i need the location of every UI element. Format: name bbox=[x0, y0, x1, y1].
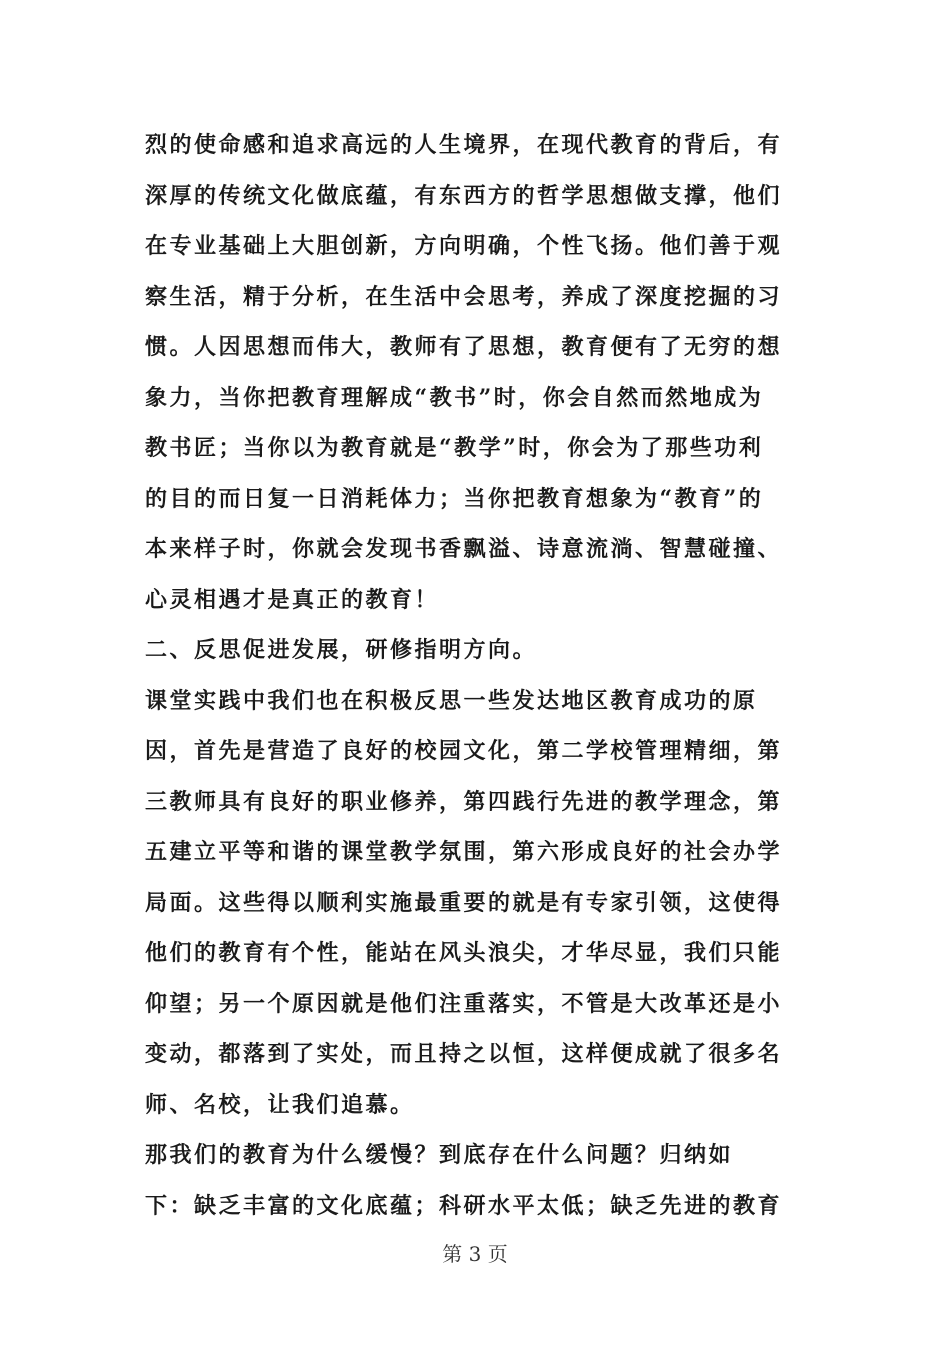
text-line: 心灵相遇才是真正的教育！ bbox=[145, 586, 440, 613]
text-line: 下：缺乏丰富的文化底蕴；科研水平太低；缺乏先进的教育 bbox=[145, 1192, 783, 1219]
text-line: 教书匠；当你以为教育就是“教学”时，你会为了那些功利 bbox=[145, 435, 764, 461]
text-line: 惯。人因思想而伟大，教师有了思想，教育便有了无穷的想 bbox=[145, 334, 783, 360]
text-line: 的目的而日复一日消耗体力；当你把教育想象为“教育”的 bbox=[145, 485, 764, 512]
text-line: 本来样子时，你就会发现书香飘溢、诗意流淌、智慧碰撞、 bbox=[145, 536, 783, 562]
text-line: 局面。这些得以顺利实施最重要的就是有专家引领，这使得 bbox=[145, 889, 783, 916]
page-number: 第 3 页 bbox=[442, 1242, 508, 1266]
body-text bbox=[145, 120, 810, 1231]
text-line: 烈的使命感和追求高远的人生境界，在现代教育的背后，有 bbox=[145, 132, 783, 158]
text-line: 师、名校，让我们追慕。 bbox=[145, 1091, 415, 1118]
text-line: 在专业基础上大胆创新，方向明确，个性飞扬。他们善于观 bbox=[145, 233, 783, 259]
text-line: 那我们的教育为什么缓慢？到底存在什么问题？归纳如 bbox=[145, 1142, 734, 1168]
text-line: 察生活，精于分析，在生活中会思考，养成了深度挖掘的习 bbox=[145, 283, 783, 310]
text-line: 三教师具有良好的职业修养，第四践行先进的教学理念，第 bbox=[145, 788, 783, 815]
text-line: 变动，都落到了实处，而且持之以恒，这样便成就了很多名 bbox=[145, 1041, 783, 1067]
text-line: 五建立平等和谐的课堂教学氛围，第六形成良好的社会办学 bbox=[145, 839, 783, 865]
text-line: 他们的教育有个性，能站在风头浪尖，才华尽显，我们只能 bbox=[145, 940, 783, 966]
section-heading: 二、反思促进发展，研修指明方向。 bbox=[145, 637, 538, 663]
text-line: 仰望；另一个原因就是他们注重落实，不管是大改革还是小 bbox=[145, 990, 783, 1017]
text-line: 象力，当你把教育理解成“教书”时，你会自然而然地成为 bbox=[145, 384, 764, 411]
text-line: 因，首先是营造了良好的校园文化，第二学校管理精细，第 bbox=[145, 738, 783, 764]
text-line: 深厚的传统文化做底蕴，有东西方的哲学思想做支撑，他们 bbox=[145, 182, 783, 209]
text-line: 课堂实践中我们也在积极反思一些发达地区教育成功的原 bbox=[145, 687, 758, 714]
